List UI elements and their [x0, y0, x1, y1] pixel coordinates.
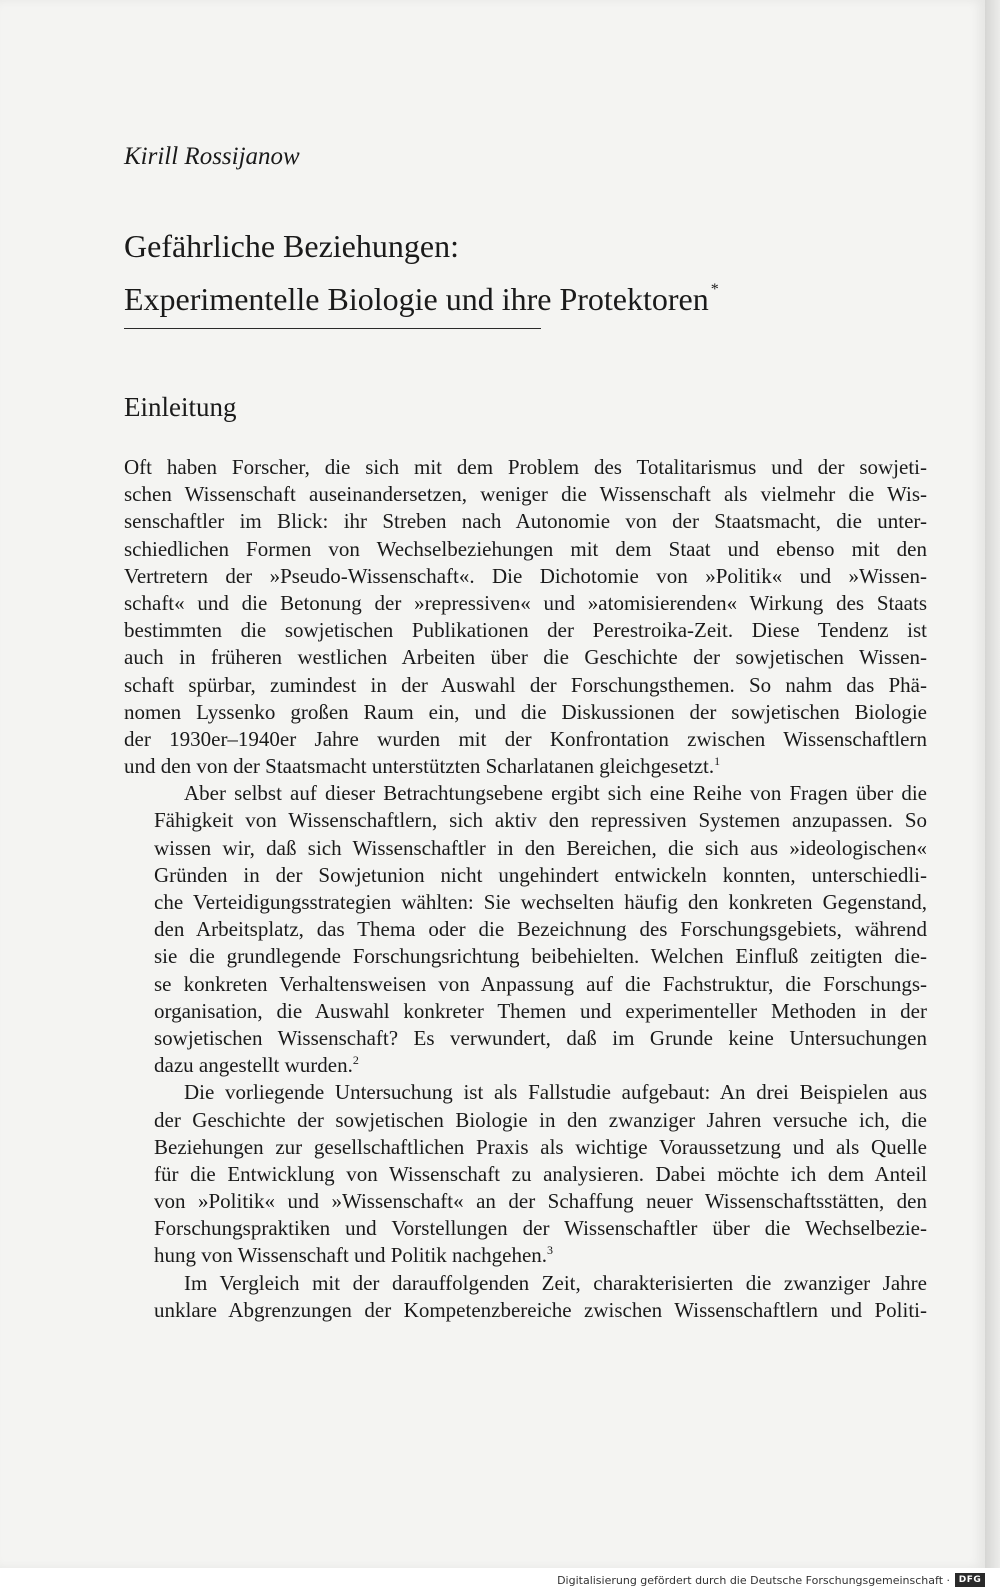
text-line: für die Entwicklung von Wissenschaft zu analysieren. Dabei möchte ich dem Anteil — [154, 1161, 927, 1186]
text-line: hung von Wissenschaft und Politik nachgehen.$^3$ — [154, 1243, 554, 1268]
text-line: nomen Lyssenko großen Raum ein, und die Diskussionen der sowjetischen Biologie — [124, 699, 927, 724]
paragraph — [124, 1270, 927, 1324]
text-line: Im Vergleich mit der darauffolgenden Zeit, charakterisierten die zwanziger Jahre — [184, 1270, 927, 1295]
dfg-logo: DFG — [955, 1573, 985, 1587]
title-line-1: Gefährliche Beziehungen: — [124, 228, 459, 264]
body-text — [124, 454, 927, 1324]
text-line: der Geschichte der sowjetischen Biologie in den zwanziger Jahren versuche ich, die — [154, 1107, 927, 1132]
author-name: Kirill Rossijanow — [124, 143, 300, 170]
footnote-reference[interactable]: 2 — [352, 1053, 359, 1068]
text-line: organisation, die Auswahl konkreter Themen und experimenteller Methoden in der — [154, 998, 927, 1023]
footnote-reference[interactable]: 3 — [547, 1243, 554, 1258]
footer-credit: Digitalisierung gefördert durch die Deutsche Forschungsgemeinschaft · — [557, 1574, 950, 1587]
text-line: schiedlichen Formen von Wechselbeziehungen mit dem Staat und ebenso mit den — [124, 536, 927, 561]
text-line: Aber selbst auf dieser Betrachtungsebene ergibt sich eine Reihe von Fragen über die — [184, 781, 927, 806]
text-line: wissen wir, daß sich Wissenschaftler in den Bereichen, die sich aus »ideologischen« — [154, 835, 927, 860]
title-footnote-mark: * — [710, 281, 719, 298]
text-line: unklare Abgrenzungen der Kompetenzbereiche zwischen Wissenschaftlern und Politi- — [154, 1297, 927, 1322]
article-title — [124, 224, 719, 321]
text-line: che Verteidigungsstrategien wählten: Sie wechselten häufig den konkreten Gegenstand, — [154, 890, 927, 914]
page-edge — [985, 0, 1000, 1568]
text-line: Beziehungen zur gesellschaftlichen Praxis als wichtige Voraussetzung und als Quelle — [154, 1134, 927, 1159]
text-line: Vertretern der »Pseudo-Wissenschaft«. Die Dichotomie von »Politik« und »Wissen- — [124, 563, 927, 588]
text-line: Fähigkeit von Wissenschaftlern, sich aktiv den repressiven Systemen anzupassen. So — [154, 808, 927, 833]
text-line: schaft« und die Betonung der »repressiven« und »atomisierenden« Wirkung des Staats — [124, 590, 927, 615]
paragraph — [124, 780, 927, 1079]
text-line: von »Politik« und »Wissenschaft« an der Schaffung neuer Wissenschaftsstätten, den — [154, 1189, 927, 1214]
text-line: der 1930er–1940er Jahre wurden mit der Konfrontation zwischen Wissenschaftlern — [124, 726, 927, 751]
text-line: schen Wissenschaft auseinandersetzen, weniger die Wissenschaft als vielmehr die Wis- — [124, 482, 927, 507]
text-line: und den von der Staatsmacht unterstützten Scharlatanen gleichgesetzt.$^1$ — [124, 754, 721, 779]
text-line: se konkreten Verhaltensweisen von Anpassung auf die Fachstruktur, die Forschungs- — [154, 971, 927, 996]
text-line: sie die grundlegende Forschungsrichtung beibehielten. Welchen Einfluß zeitigten die- — [154, 944, 927, 969]
paragraph — [124, 454, 927, 780]
text-line: Forschungspraktiken und Vorstellungen der Wissenschaftler über die Wechselbezie- — [154, 1216, 927, 1241]
title-divider — [124, 328, 541, 329]
text-line: den Arbeitsplatz, das Thema oder die Bezeichnung des Forschungsgebiets, während — [154, 917, 927, 942]
text-line: schaft spürbar, zumindest in der Auswahl der Forschungsthemen. So nahm das Phä- — [124, 672, 927, 697]
text-line: Oft haben Forscher, die sich mit dem Problem des Totalitarismus und der sowjeti- — [124, 455, 927, 479]
text-line: Gründen in der Sowjetunion nicht ungehindert entwickeln konnten, unterschiedli- — [154, 862, 927, 887]
text-line: senschaftler im Blick: ihr Streben nach Autonomie von der Staatsmacht, die unter- — [124, 509, 927, 534]
footnote-reference[interactable]: 1 — [714, 754, 721, 769]
title-line-2 — [124, 268, 719, 321]
paragraph — [124, 1079, 927, 1269]
title-line-2-text: Experimentelle Biologie und ihre Protektoren — [124, 281, 709, 317]
text-line: dazu angestellt wurden.$^2$ — [154, 1053, 359, 1078]
text-line: auch in früheren westlichen Arbeiten über die Geschichte der sowjetischen Wissen- — [124, 645, 927, 670]
section-heading: Einleitung — [124, 392, 237, 422]
text-line: sowjetischen Wissenschaft? Es verwundert, daß im Grunde keine Untersuchungen — [154, 1025, 927, 1050]
text-line: bestimmten die sowjetischen Publikationen der Perestroika-Zeit. Diese Tendenz ist — [124, 618, 927, 643]
text-line: Die vorliegende Untersuchung ist als Fallstudie aufgebaut: An drei Beispielen aus — [184, 1080, 927, 1105]
